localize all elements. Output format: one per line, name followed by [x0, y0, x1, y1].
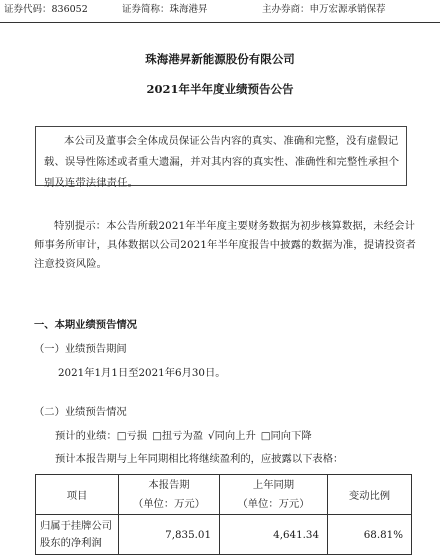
disclaimer-text: 本公司及董事会全体成员保证公告内容的真实、准确和完整，没有虚假记载、误导性陈述或者重大遗漏，并对其内容的真实性、准确性和完整性承担个别及连带法律责任。: [44, 135, 400, 189]
header-current: [119, 475, 220, 515]
option-decrease: □同向下降: [260, 430, 312, 442]
forecast-options-row: [55, 429, 317, 443]
table-header-row: [36, 475, 412, 515]
header-current-unit: （单位：万元）: [132, 497, 206, 510]
forecast-options: [117, 429, 317, 443]
row-current: 7,835.01: [119, 515, 220, 555]
forecast-table: [35, 474, 412, 555]
section-heading: 一、本期业绩预告情况: [34, 319, 137, 331]
forecast-label: 预计的业绩：: [55, 430, 117, 442]
company-name: 珠海港昇新能源股份有限公司: [145, 52, 295, 66]
special-note: 特别提示：本公告所载2021年半年度主要财务数据为初步核算数据，未经会计师事务所审计，具体数据以公司2021年半年度报告中披露的数据为准，提请投资者注意投资风险。: [34, 220, 416, 270]
period-text: 2021年1月1日至2021年6月30日。: [58, 367, 226, 379]
option-turnaround: □扭亏为盈: [152, 430, 204, 442]
header-change: 变动比例: [328, 475, 412, 515]
document-title: 2021年半年度业绩预告公告: [146, 82, 294, 96]
row-change: 68.81%: [328, 515, 412, 555]
sponsor-broker: 主办券商：申万宏源承销保荐: [262, 4, 386, 15]
row-item: 归属于挂牌公司股东的净利润: [36, 515, 119, 555]
header-prior-unit: （单位：万元）: [237, 497, 310, 510]
page-header: [0, 0, 440, 23]
subsection-forecast: （二）业绩预告情况: [34, 406, 127, 418]
option-increase: √同向上升: [208, 430, 256, 442]
header-item: 项目: [36, 475, 119, 515]
stock-code: 证券代码：836052: [4, 4, 88, 15]
header-current-label: 本报告期: [148, 478, 190, 491]
row-prior: 4,641.34: [220, 515, 328, 555]
stock-abbr: 证券简称：珠海港昇: [122, 4, 208, 15]
option-loss: □亏损: [116, 430, 148, 442]
table-row: [36, 515, 412, 555]
subsection-period: （一）业绩预告期间: [34, 343, 127, 355]
disclaimer-box: [35, 126, 407, 189]
header-prior-label: 上年同期: [252, 478, 295, 491]
header-prior: [220, 475, 328, 515]
compare-note: 预计本报告期与上年同期相比将继续盈利的，应披露以下表格：: [55, 453, 344, 465]
